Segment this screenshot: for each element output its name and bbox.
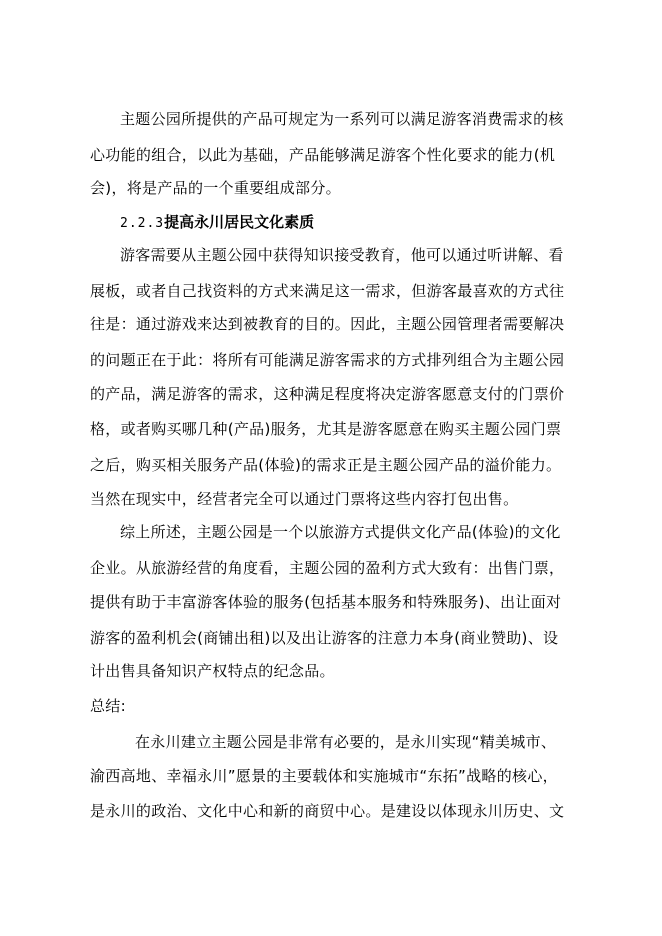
paragraph-4-line-1: 在永川建立主题公园是非常有必要的，是永川实现“精美城市、 bbox=[135, 733, 557, 751]
section-number: 2.2.3 bbox=[120, 216, 165, 231]
paragraph-2-line-8: 当然在现实中，经营者完全可以通过门票将这些内容打包出售。 bbox=[90, 490, 519, 508]
paragraph-3-line-1: 综上所述，主题公园是一个以旅游方式提供文化产品(体验)的文化 bbox=[120, 523, 561, 541]
paragraph-4-line-3: 是永川的政治、文化中心和新的商贸中心。是建设以体现永川历史、文 bbox=[90, 802, 565, 820]
paragraph-3-line-2: 企业。从旅游经营的角度看，主题公园的盈利方式大致有：出售门票， bbox=[90, 559, 565, 577]
paragraph-3-line-4: 游客的盈利机会(商铺出租)以及出让游客的注意力本身(商业赞助)、设 bbox=[90, 629, 559, 647]
paragraph-3-line-5: 计出售具备知识产权特点的纪念品。 bbox=[90, 662, 335, 680]
paragraph-3-line-3: 提供有助于丰富游客体验的服务(包括基本服务和特殊服务)、出让面对 bbox=[90, 593, 562, 611]
paragraph-4-line-2: 渝西高地、幸福永川”愿景的主要载体和实施城市“东拓”战略的核心， bbox=[90, 767, 558, 785]
paragraph-1-line-1: 主题公园所提供的产品可规定为一系列可以满足游客消费需求的核 bbox=[120, 110, 564, 128]
paragraph-2-line-7: 之后，购买相关服务产品(体验)的需求正是主题公园产品的溢价能力。 bbox=[90, 456, 562, 474]
paragraph-1-line-3: 会)，将是产品的一个重要组成部分。 bbox=[90, 179, 341, 197]
paragraph-2-line-2: 展板，或者自己找资料的方式来满足这一需求，但游客最喜欢的方式往 bbox=[90, 282, 565, 300]
paragraph-1-line-2: 心功能的组合，以此为基础，产品能够满足游客个性化要求的能力(机 bbox=[90, 146, 556, 164]
paragraph-2-line-6: 格，或者购买哪几种(产品)服务，尤其是游客愿意在购买主题公园门票 bbox=[90, 420, 562, 438]
section-title: 提高永川居民文化素质 bbox=[164, 213, 315, 231]
paragraph-2-line-4: 的问题正在于此：将所有可能满足游客需求的方式排列组合为主题公园 bbox=[90, 351, 565, 369]
section-heading bbox=[120, 212, 314, 234]
summary-label: 总结: bbox=[90, 697, 126, 715]
paragraph-2-line-1: 游客需要从主题公园中获得知识接受教育，他可以通过听讲解、看 bbox=[120, 246, 564, 264]
paragraph-2-line-3: 往是：通过游戏来达到被教育的目的。因此，主题公园管理者需要解决 bbox=[90, 315, 565, 333]
paragraph-2-line-5: 的产品，满足游客的需求，这种满足程度将决定游客愿意支付的门票价 bbox=[90, 385, 565, 403]
